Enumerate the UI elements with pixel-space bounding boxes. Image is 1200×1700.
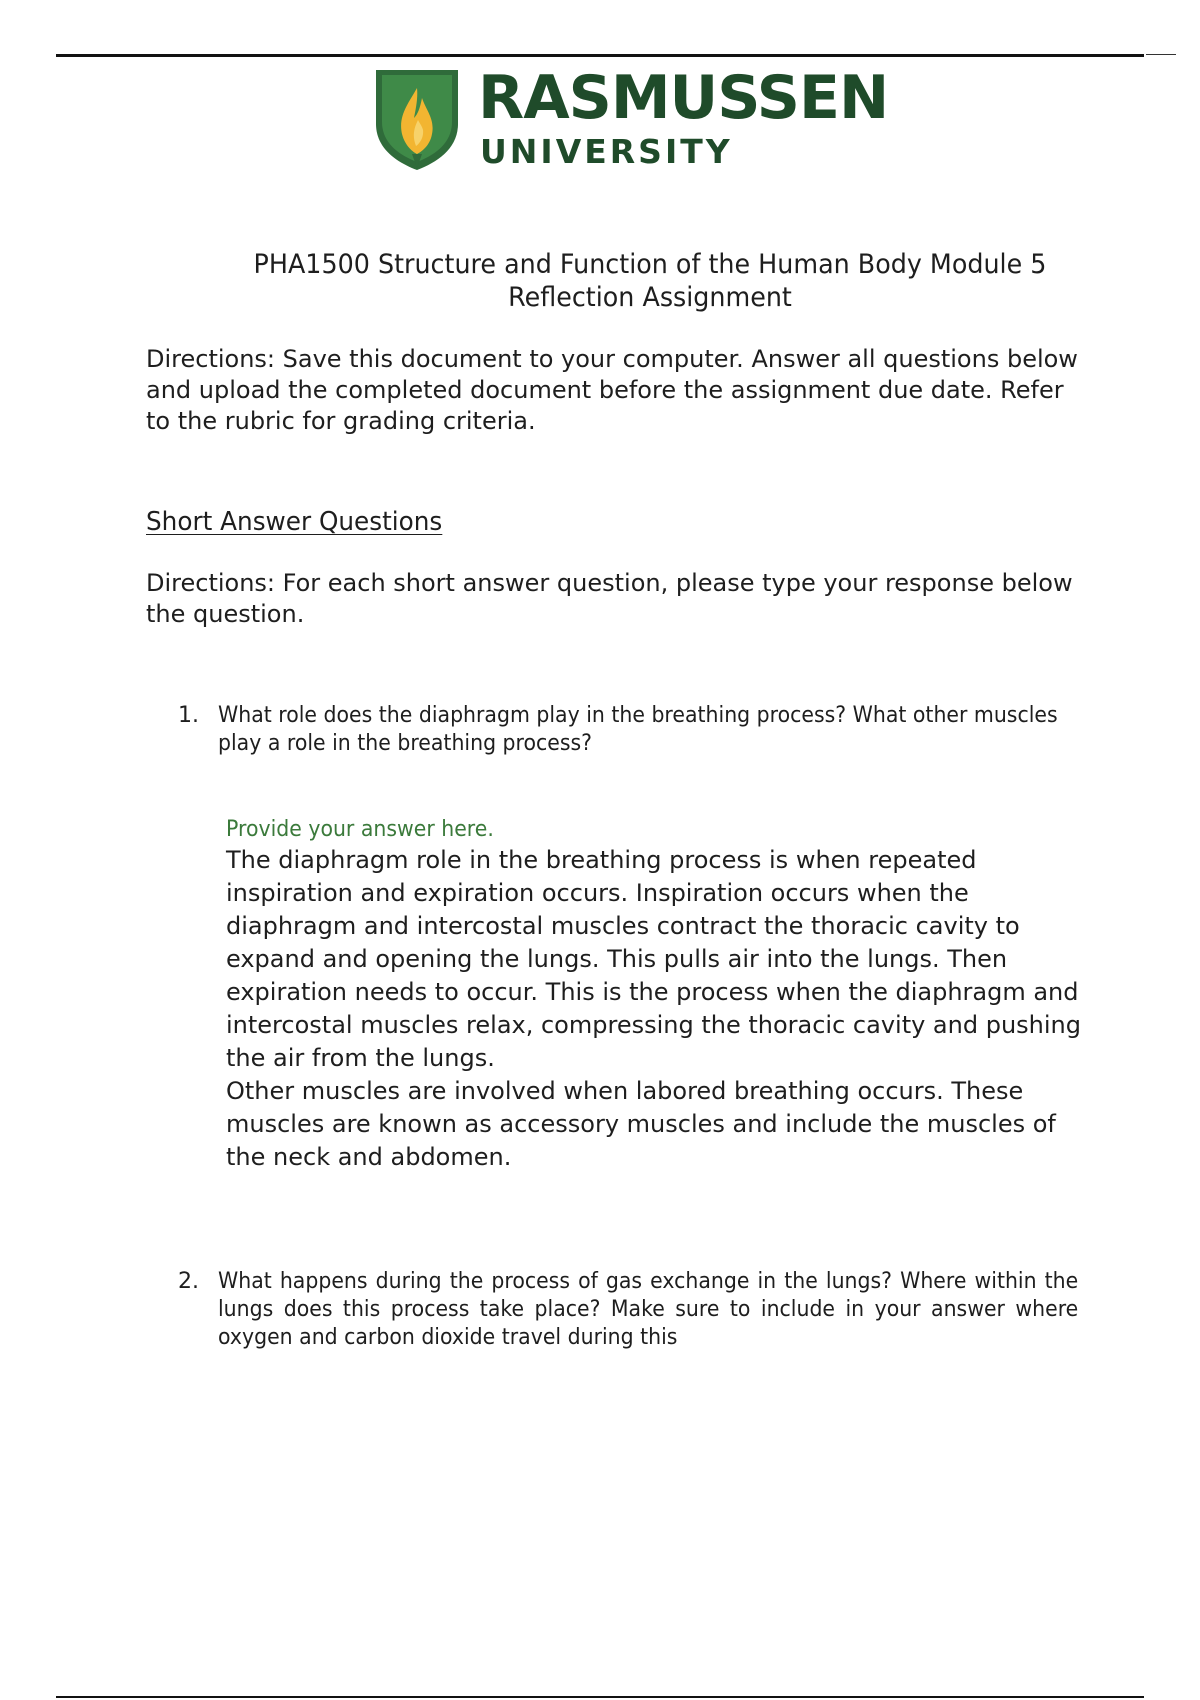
document-title	[208, 248, 1092, 314]
university-logo	[372, 60, 889, 172]
question-number: 2.	[178, 1269, 199, 1294]
university-subtitle: UNIVERSITY	[480, 132, 733, 171]
assignment-directions: Directions: Save this document to your computer. Answer all questions below and upload the completed document before the assignment due date. Refer to the rubric for grading criteria.	[146, 345, 1078, 435]
question-number: 1.	[178, 703, 199, 728]
top-rule	[56, 54, 1144, 57]
bottom-rule	[56, 1696, 1144, 1698]
top-rule-extension	[1146, 54, 1176, 55]
university-name: RASMUSSEN	[478, 63, 889, 133]
question-text: What role does the diaphragm play in the breathing process? What other muscles play a role in the breathing process?	[218, 703, 1058, 756]
shield-flame-icon	[372, 64, 462, 172]
title-line-1: PHA1500 Structure and Function of the Human Body Module 5	[253, 249, 1047, 280]
title-line-2: Reflection Assignment	[508, 282, 792, 313]
section-directions: Directions: For each short answer question, please type your response below the question.	[146, 569, 1073, 628]
answer-placeholder[interactable]: Provide your answer here.	[226, 817, 494, 842]
answer-paragraph-2: Other muscles are involved when labored breathing occurs. These muscles are known as accessory muscles and include the muscles of the neck and abdomen.	[226, 1077, 1056, 1171]
answer-1[interactable]	[226, 844, 1096, 1174]
answer-paragraph-1: The diaphragm role in the breathing process is when repeated inspiration and expiration occurs. Inspiration occurs when the diaphragm and intercostal muscles contract the thoracic cavity to expand and opening the lungs. This pulls air into the lungs. Then expiration needs to occur. This is the process when the diaphragm and intercostal muscles relax, compressing the thoracic cavity and pushing the air from the lungs.	[226, 846, 1081, 1072]
section-heading: Short Answer Questions	[146, 507, 443, 537]
question-text: What happens during the process of gas exchange in the lungs? Where within the lungs does this process take place? Make sure to include in your answer where oxygen and carbon dioxide travel during this	[218, 1269, 1079, 1350]
